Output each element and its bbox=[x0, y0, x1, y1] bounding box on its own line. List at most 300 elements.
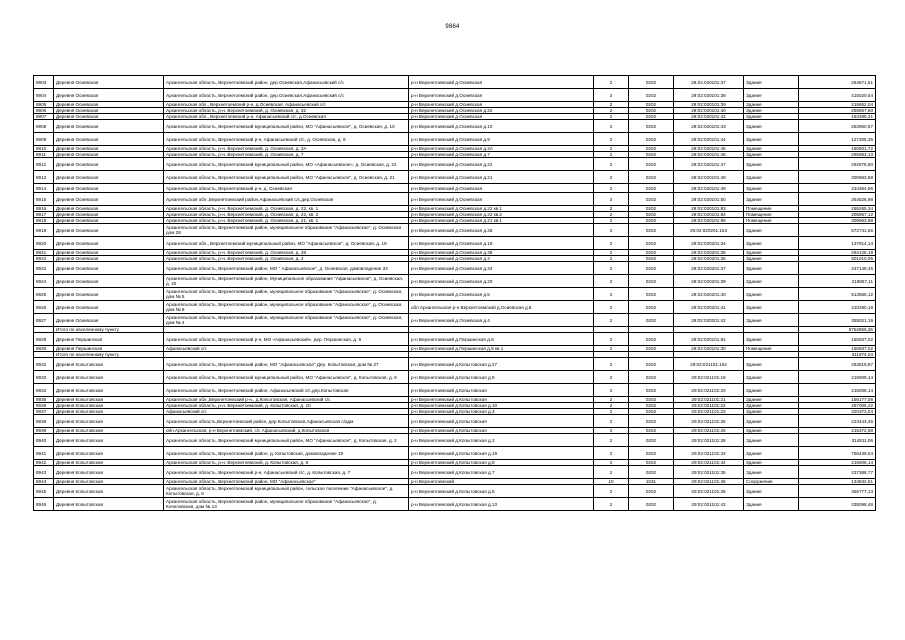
cell-location: р-н Верхнетоемский д.Осиевская д.22 кв.1 bbox=[409, 206, 594, 212]
cell-cadastral: 29:02:020101:49 bbox=[674, 184, 744, 193]
cell-code: 0202 bbox=[629, 171, 674, 184]
cell-address: Архангельская область, р-н. Верхнетоемский, д. Осиевская, д. 21, кв. 1 bbox=[164, 218, 409, 224]
cell-location: р-н Верхнетоемский д.Осиевская д.22 кв.2 bbox=[409, 212, 594, 218]
table-row bbox=[34, 358, 876, 371]
cell-type: Здание bbox=[744, 256, 799, 262]
cell-cadastral: 29:02:020101:81 bbox=[674, 333, 744, 346]
cell-object: Деревня Копытовская bbox=[54, 428, 164, 434]
cell-type: Здание bbox=[744, 460, 799, 466]
cell-address: Архангельская область, Верхнетоемский район, муниципальное образование "Афанасьевское", д. Осиевская, дом № 5 bbox=[164, 288, 409, 301]
cell-object: Деревня Осиевская bbox=[54, 120, 164, 133]
cell-quantity: 2 bbox=[594, 409, 629, 415]
cell-object: Деревня Копытовская bbox=[54, 479, 164, 485]
cell-cadastral: 29:02:020101:46 bbox=[674, 152, 744, 158]
table-row bbox=[34, 89, 876, 102]
cell-address: Архангельская область, Верхнетоемский район, муниципальное образование "Афанасьевское", д. Осиевская, дом № 4 bbox=[164, 314, 409, 327]
cell-cadastral: 29:02:020201:41 bbox=[674, 301, 744, 314]
cell-location: р-н Верхнетоемский д.Осиевская д.7 bbox=[409, 152, 594, 158]
cell-object: Деревня Копытовская bbox=[54, 485, 164, 498]
cell-quantity: 2 bbox=[594, 158, 629, 171]
cell-cadastral: 29:02:020101:84 bbox=[674, 212, 744, 218]
cell-number: 8922 bbox=[34, 256, 54, 262]
cell-quantity: 2 bbox=[594, 358, 629, 371]
cell-quantity: 2 bbox=[594, 333, 629, 346]
cell-code: 0202 bbox=[629, 158, 674, 171]
cell-object: Деревня Копытовская bbox=[54, 498, 164, 511]
cell-number: 8935 bbox=[34, 397, 54, 403]
cell-type: Здание bbox=[744, 301, 799, 314]
cell-code: 0202 bbox=[629, 206, 674, 212]
cell-cadastral: 29:02:020101:83 bbox=[674, 206, 744, 212]
cell-quantity: 2 bbox=[594, 102, 629, 108]
cell-value: 156177,08 bbox=[799, 397, 876, 403]
cell-object: Деревня Осиевская bbox=[54, 218, 164, 224]
cell-type: Здание bbox=[744, 415, 799, 428]
cell-address: Архангельская область, Верхнетоемский муниципальный район, МО "Афанасьевское", д. Осиевская, д. 21 bbox=[164, 171, 409, 184]
cell-object: Деревня Копытовская bbox=[54, 358, 164, 371]
cell-type: Здание bbox=[744, 403, 799, 409]
cell-quantity: 2 bbox=[594, 184, 629, 193]
cell-quantity: 2 bbox=[594, 371, 629, 384]
cell-value: 8752856,36 bbox=[799, 327, 876, 333]
cell-address: Архангельская область, Верхнетоемский район, Муниципальное образование "Афанасьевское", д. Осиевская, д. 20 bbox=[164, 275, 409, 288]
cell-number: 8913 bbox=[34, 171, 54, 184]
cell-number: 8938 bbox=[34, 415, 54, 428]
cell-number: 8911 bbox=[34, 152, 54, 158]
cell-location: р-н Верхнетоемский д.Осиевская д.20 bbox=[409, 275, 594, 288]
cell-quantity: 2 bbox=[594, 466, 629, 479]
cell-type: Здание bbox=[744, 434, 799, 447]
cell-type: Здание bbox=[744, 171, 799, 184]
cell-code: 0202 bbox=[629, 133, 674, 146]
cell-quantity: 2 bbox=[594, 275, 629, 288]
cell-cadastral: 29:02:020101:40 bbox=[674, 108, 744, 114]
cell-location: р-н Верхнетоемский д.Осиевская д.32 bbox=[409, 108, 594, 114]
cell-location: р-н Верхнетоемский д.Копытовская д.27 bbox=[409, 358, 594, 371]
registry-table-body bbox=[34, 76, 876, 511]
cell-value: 513566,12 bbox=[799, 288, 876, 301]
table-row bbox=[34, 485, 876, 498]
table-row bbox=[34, 262, 876, 275]
cell-number: 8936 bbox=[34, 403, 54, 409]
cell-value: 183388,21 bbox=[799, 114, 876, 120]
cell-value: 259657,60 bbox=[799, 108, 876, 114]
cell-number: 8940 bbox=[34, 434, 54, 447]
cell-object: Деревня Копытовская bbox=[54, 397, 164, 403]
cell-quantity: 2 bbox=[594, 434, 629, 447]
cell-code: 0202 bbox=[629, 415, 674, 428]
cell-type: Здание bbox=[744, 193, 799, 206]
cell-type: Здание bbox=[744, 275, 799, 288]
cell-object: Деревня Осиевская bbox=[54, 212, 164, 218]
cell-value: 215909,14 bbox=[799, 371, 876, 384]
cell-cadastral: 29:02:021101:28 bbox=[674, 434, 744, 447]
cell-cadastral: 29:02:021101:33 bbox=[674, 447, 744, 460]
cell-quantity: 2 bbox=[594, 218, 629, 224]
cell-location: р-н Верхнетоемский д.Копытовская bbox=[409, 415, 594, 428]
cell-number: 8930 bbox=[34, 346, 54, 352]
cell-location: р-н Верхнетоемский д.Осиевская bbox=[409, 89, 594, 102]
cell-quantity: 2 bbox=[594, 314, 629, 327]
cell-type: Здание bbox=[744, 146, 799, 152]
cell-object: Деревня Осиевская bbox=[54, 171, 164, 184]
cell-address: Архангельская область, Верхнетоемский район, МО " Афанасьевское", д. Осиевская, домовладение 34 bbox=[164, 262, 409, 275]
cell-code: 0202 bbox=[629, 301, 674, 314]
cell-quantity: 2 bbox=[594, 346, 629, 352]
cell-cadastral: 29:02:020101:30 bbox=[674, 346, 744, 352]
cell-location: р-н Верхнетоемский д.Осиевская д.5 bbox=[409, 288, 594, 301]
cell-type: Здание bbox=[744, 250, 799, 256]
cell-type: Здание bbox=[744, 89, 799, 102]
cell-code: 0202 bbox=[629, 397, 674, 403]
cell-number: 8925 bbox=[34, 288, 54, 301]
cell-number: 8927 bbox=[34, 314, 54, 327]
cell-value: 283819,87 bbox=[799, 358, 876, 371]
cell-location: р-н Верхнетоемский д.Копытовская д.6 bbox=[409, 485, 594, 498]
cell-address: Архангельская область, р-н. Верхнетоемский, д. Осиевская, д. 7 bbox=[164, 152, 409, 158]
cell-code: 0202 bbox=[629, 193, 674, 206]
cell-object: Деревня Копытовская bbox=[54, 384, 164, 397]
cell-number: 8916 bbox=[34, 206, 54, 212]
cell-value: 234364,86 bbox=[799, 184, 876, 193]
cell-value: 355777,13 bbox=[799, 485, 876, 498]
cell-object: Деревня Осиевская bbox=[54, 158, 164, 171]
cell-type: Здание bbox=[744, 384, 799, 397]
cell-type: Помещение bbox=[744, 218, 799, 224]
cell-type: Здание bbox=[744, 466, 799, 479]
cell-location: р-н Верхнетоемский д.Осиевская д.19 bbox=[409, 237, 594, 250]
cell-object: Деревня Осиевская bbox=[54, 184, 164, 193]
cell-number: 8918 bbox=[34, 218, 54, 224]
cell-quantity: 2 bbox=[594, 498, 629, 511]
cell-code: 0202 bbox=[629, 485, 674, 498]
cell-code: 0202 bbox=[629, 152, 674, 158]
cell-type: Здание bbox=[744, 358, 799, 371]
cell-object: Деревня Осиевская bbox=[54, 133, 164, 146]
cell-address: Архангельская обл.,Верхнетоемский район,Афанасьевский с/с,дер.Осиевская bbox=[164, 193, 409, 206]
cell-cadastral: 29:02:020101:48 bbox=[674, 171, 744, 184]
cell-quantity: 2 bbox=[594, 428, 629, 434]
cell-location: р-н Верхнетоемский д.Копытовская д.2 bbox=[409, 434, 594, 447]
cell-value: 415020,54 bbox=[799, 89, 876, 102]
cell-cadastral: 29:02:021101:21 bbox=[674, 397, 744, 403]
cell-type: Помещение bbox=[744, 206, 799, 212]
cell-value: 756439,04 bbox=[799, 447, 876, 460]
cell-cadastral: 29:02:021101:35 bbox=[674, 466, 744, 479]
cell-quantity: 2 bbox=[594, 152, 629, 158]
table-row bbox=[34, 193, 876, 206]
cell-quantity: 2 bbox=[594, 447, 629, 460]
cell-location: р-н Верхнетоемский д.Копытовская bbox=[409, 397, 594, 403]
cell-location: р-н Верхнетоемский д.Першинская д.9 bbox=[409, 333, 594, 346]
cell-quantity: 2 bbox=[594, 250, 629, 256]
cell-object: Деревня Осиевская bbox=[54, 146, 164, 152]
cell-object: Деревня Осиевская bbox=[54, 275, 164, 288]
cell-number: 8946 bbox=[34, 498, 54, 511]
cell-location: р-н Верхнетоемский д.Осиевская д.10 bbox=[409, 120, 594, 133]
cell-quantity: 2 bbox=[594, 288, 629, 301]
cell-number: 8942 bbox=[34, 460, 54, 466]
cell-cadastral: 29:02:021101:34 bbox=[674, 460, 744, 466]
cell-type: Здание bbox=[744, 114, 799, 120]
table-row bbox=[34, 371, 876, 384]
cell-value: 294128,18 bbox=[799, 250, 876, 256]
cell-cadastral: 29:02:020201:153 bbox=[674, 224, 744, 237]
cell-quantity: 2 bbox=[594, 146, 629, 152]
cell-quantity: 2 bbox=[594, 171, 629, 184]
cell-code: 0202 bbox=[629, 146, 674, 152]
cell-cadastral: 29:02:020101:47 bbox=[674, 158, 744, 171]
cell-address: Архангельская область, Верхнетоемский район, муниципальное образование "Афанасьевское", д. Кочиловская, дом № 13 bbox=[164, 498, 409, 511]
cell-object: Деревня Першинская bbox=[54, 333, 164, 346]
cell-value: 215006,14 bbox=[799, 384, 876, 397]
cell-address: Архангельская область, Верхнетоемский район, Афанасьевский с/с,дер.Копытовская bbox=[164, 384, 409, 397]
cell-code: 0202 bbox=[629, 358, 674, 371]
cell-address: Архангельская область, Верхнетоемский муниципальный район, МО "Афанасьевское", д. Осиевская, д. 10 bbox=[164, 120, 409, 133]
cell-quantity: 2 bbox=[594, 397, 629, 403]
cell-number: 8944 bbox=[34, 479, 54, 485]
cell-number: 8921 bbox=[34, 250, 54, 256]
cell-quantity: 2 bbox=[594, 262, 629, 275]
cell-cadastral: 29:02:020201:39 bbox=[674, 275, 744, 288]
cell-value: 310290,18 bbox=[799, 301, 876, 314]
cell-location: р-н Верхнетоемский д.Копытовская д.3 bbox=[409, 409, 594, 415]
cell-cadastral: 29:02:020201:35 bbox=[674, 250, 744, 256]
cell-quantity: 2 bbox=[594, 415, 629, 428]
cell-number: 8919 bbox=[34, 224, 54, 237]
cell-value: 264671,51 bbox=[799, 76, 876, 89]
cell-location: обл.Архангельская р-н Верхнетоемский д.Осиевская д.8 bbox=[409, 301, 594, 314]
cell-cadastral: 29:02:021101:26 bbox=[674, 428, 744, 434]
cell-object: Деревня Осиевская bbox=[54, 301, 164, 314]
table-row bbox=[34, 288, 876, 301]
cell-code: 0202 bbox=[629, 288, 674, 301]
cell-code: 0202 bbox=[629, 262, 674, 275]
cell-code: 0202 bbox=[629, 250, 674, 256]
cell-cadastral: 29:02:021101:23 bbox=[674, 409, 744, 415]
table-row bbox=[34, 434, 876, 447]
cell-quantity: 2 bbox=[594, 384, 629, 397]
cell-object: Деревня Осиевская bbox=[54, 108, 164, 114]
cell-object: Деревня Осиевская bbox=[54, 102, 164, 108]
table-row bbox=[34, 133, 876, 146]
cell-type: Сооружение bbox=[744, 479, 799, 485]
cell-address: Архангельская область, Верхнетоемский район, МО "Афанасьевское" Дер. Копытовская, дом № 27 bbox=[164, 358, 409, 371]
cell-location: р-н Верхнетоемский д.Осиевская д.4 bbox=[409, 314, 594, 327]
cell-code: 0202 bbox=[629, 224, 674, 237]
cell-quantity: 2 bbox=[594, 206, 629, 212]
cell-location: р-н Верхнетоемский д.Копытовская bbox=[409, 384, 594, 397]
cell-address: Архангельская область, Верхнетоемский район, муниципальное образование "Афанасьевское", д. Осиевская дом 28 bbox=[164, 224, 409, 237]
table-row bbox=[34, 171, 876, 184]
cell-object: Деревня Осиевская bbox=[54, 89, 164, 102]
cell-quantity: 10 bbox=[594, 479, 629, 485]
cell-location: р-н Верхнетоемский д.Осиевская bbox=[409, 184, 594, 193]
table-row bbox=[34, 76, 876, 89]
cell-type: Здание bbox=[744, 102, 799, 108]
cell-object: Деревня Копытовская bbox=[54, 371, 164, 384]
table-row bbox=[34, 447, 876, 460]
cell-address: Архангельская область, Верхнетоемский район, дер.Осиевская,Афанасьевский с/с bbox=[164, 76, 409, 89]
cell-location: р-н Верхнетоемский д.Копытовская д.9 bbox=[409, 371, 594, 384]
cell-code: 0202 bbox=[629, 434, 674, 447]
cell-number: 8912 bbox=[34, 158, 54, 171]
cell-code: 0202 bbox=[629, 498, 674, 511]
cell-cadastral: 29:02:020201:40 bbox=[674, 288, 744, 301]
cell-cadastral: 29:02:020201:42 bbox=[674, 314, 744, 327]
cell-type: Здание bbox=[744, 108, 799, 114]
cell-object: Итого по населенному пункту bbox=[54, 327, 164, 333]
cell-address: Архангельская область, р-н. Верхнетоемский, д. Копытовская, д. 10 bbox=[164, 403, 409, 409]
cell-type: Здание bbox=[744, 76, 799, 89]
cell-type: Помещение bbox=[744, 346, 799, 352]
cell-location: р-н Верхнетоемский д.Копытовская д.8 bbox=[409, 460, 594, 466]
cell-value: 309963,88 bbox=[799, 218, 876, 224]
cell-cadastral: 29.02.020101:37 bbox=[674, 76, 744, 89]
cell-address: Архангельская область, р-н. Верхнетоемский, д. Осиевская, д. 3А bbox=[164, 146, 409, 152]
cell-code: 0202 bbox=[629, 114, 674, 120]
cell-cadastral: 29:02:020201:34 bbox=[674, 237, 744, 250]
cell-number: 8905 bbox=[34, 102, 54, 108]
cell-value: 155937,02 bbox=[799, 346, 876, 352]
cell-quantity: 2 bbox=[594, 301, 629, 314]
cell-code: 0202 bbox=[629, 212, 674, 218]
cell-value: 572741,56 bbox=[799, 224, 876, 237]
cell-object: Деревня Копытовская bbox=[54, 466, 164, 479]
cell-type: Здание bbox=[744, 237, 799, 250]
cell-number: 8906 bbox=[34, 108, 54, 114]
cell-code: 0202 bbox=[629, 256, 674, 262]
cell-number: 8909 bbox=[34, 133, 54, 146]
cell-type: Здание bbox=[744, 133, 799, 146]
cell-address: Архангельская обл., Верхнетоемский р-н, д.Осиевская, Афанасьевский с/с bbox=[164, 102, 409, 108]
table-row bbox=[34, 301, 876, 314]
cell-address: Архангельская область, Верхнетоемский р-н, Афанасьевский с/с, д. Осиевская, д. 9 bbox=[164, 133, 409, 146]
cell-number: 8914 bbox=[34, 184, 54, 193]
cell-location: р-н Верхнетоемский д.Осиевская д.3А bbox=[409, 146, 594, 152]
cell-cadastral: 29:02:021101:39 bbox=[674, 485, 744, 498]
cell-number: 8923 bbox=[34, 262, 54, 275]
cell-code: 0202 bbox=[629, 120, 674, 133]
cell-quantity: 2 bbox=[594, 224, 629, 237]
cell-value: 218857,11 bbox=[799, 275, 876, 288]
cell-location: р-н Верхнетоемский д.Осиевская bbox=[409, 76, 594, 89]
cell-address: Архангельская область, р-н. Верхнетоемский, д. Осиевская, д. 22, кв. 2 bbox=[164, 212, 409, 218]
cell-value: 180601,72 bbox=[799, 146, 876, 152]
cell-address: Архангельская область, Верхнетоемский район, д. Копытовская, домовладение 19 bbox=[164, 447, 409, 460]
cell-number: 8941 bbox=[34, 447, 54, 460]
cell-code: 0202 bbox=[629, 447, 674, 460]
cell-cadastral: 29:02:021101:20 bbox=[674, 384, 744, 397]
cell-object: Деревня Копытовская bbox=[54, 434, 164, 447]
table-row bbox=[34, 184, 876, 193]
cell-value: 355021,19 bbox=[799, 314, 876, 327]
cell-object: Деревня Осиевская bbox=[54, 288, 164, 301]
cell-code: 0202 bbox=[629, 184, 674, 193]
cell-quantity: 2 bbox=[594, 76, 629, 89]
cell-code: 0202 bbox=[629, 314, 674, 327]
table-row bbox=[34, 498, 876, 511]
cell-code: 0202 bbox=[629, 89, 674, 102]
cell-location: р-н Верхнетоемский д.Осиевская bbox=[409, 114, 594, 120]
cell-type: Здание bbox=[744, 485, 799, 498]
cell-type: Здание bbox=[744, 120, 799, 133]
cell-value: 292878,80 bbox=[799, 158, 876, 171]
cell-value: 264526,98 bbox=[799, 193, 876, 206]
cell-address: Архангельская область, Верхнетоемский муниципальный район, МО "Афанасьевское", д. Копытовская, д. 2 bbox=[164, 434, 409, 447]
cell-address: Архангельская область, р-н. Верхнетоемский, д. Копытовская, д. 8 bbox=[164, 460, 409, 466]
cell-cadastral: 29:02:021101:19 bbox=[674, 371, 744, 384]
cell-quantity: 2 bbox=[594, 120, 629, 133]
cell-address: Архангельская область, р-н. Верхнетоемский, д. Осиевская, д. 38 bbox=[164, 250, 409, 256]
cell-code: 0202 bbox=[629, 346, 674, 352]
cell-code: 0202 bbox=[629, 102, 674, 108]
cell-cadastral: 29:02:020101:50 bbox=[674, 193, 744, 206]
cell-location: р-н Верхнетоемский д.Копытовская д.7 bbox=[409, 466, 594, 479]
cell-address: Архангельская область, Верхнетоемский муниципальный район, МО «Афанасьевское», д. Осиевская, д. 22 bbox=[164, 158, 409, 171]
table-row bbox=[34, 237, 876, 250]
cell-cadastral: 29:02:020201:36 bbox=[674, 256, 744, 262]
cell-cadastral: 29:02:020101:39 bbox=[674, 102, 744, 108]
cell-value: 267005,22 bbox=[799, 403, 876, 409]
cell-type: Здание bbox=[744, 262, 799, 275]
cell-address: Архангельская область,Верхнетоемский район, дер.Копытовская,Афанасьевская с/адм bbox=[164, 415, 409, 428]
table-row bbox=[34, 224, 876, 237]
cell-value: 223443,45 bbox=[799, 415, 876, 428]
cell-quantity: 2 bbox=[594, 133, 629, 146]
table-row bbox=[34, 314, 876, 327]
cell-location: р-н Верхнетоемский д.Осиевская bbox=[409, 102, 594, 108]
cell-location: р-н Верхнетоемский д.Копытовская д.13 bbox=[409, 498, 594, 511]
cell-cadastral: 29:02:020101:43 bbox=[674, 120, 744, 133]
table-row bbox=[34, 384, 876, 397]
cell-code: 0202 bbox=[629, 460, 674, 466]
cell-address: Архангельская область, Верхнетоемский р-н, д. Осиевская bbox=[164, 184, 409, 193]
cell-number: 8910 bbox=[34, 146, 54, 152]
cell-code: 0202 bbox=[629, 108, 674, 114]
cell-address: Архангельская область, Верхнетоемский муниципальный район, МО "Афанасьевское", д. Копытовская, д. 9 bbox=[164, 371, 409, 384]
cell-address: Афанасьевский с/с bbox=[164, 346, 409, 352]
cell-code: 1031 bbox=[629, 479, 674, 485]
cell-value: 311874,04 bbox=[799, 352, 876, 358]
cell-code: 0202 bbox=[629, 218, 674, 224]
cell-value: 218652,04 bbox=[799, 102, 876, 108]
cell-number: 8937 bbox=[34, 409, 54, 415]
cell-code: 0202 bbox=[629, 466, 674, 479]
cell-address: Афанасьевский с/с bbox=[164, 409, 409, 415]
cell-cadastral: 29:02:020101:42 bbox=[674, 114, 744, 120]
cell-object: Деревня Осиевская bbox=[54, 256, 164, 262]
cell-object: Деревня Осиевская bbox=[54, 237, 164, 250]
cell-object: Итого по населенному пункту bbox=[54, 352, 164, 358]
cell-location: р-н Верхнетоемский д.Копытовская д.10 bbox=[409, 403, 594, 409]
table-row bbox=[34, 415, 876, 428]
cell-address: Архангельская область, Верхнетоемский район, МО "Афанасьевское" bbox=[164, 479, 409, 485]
cell-code: 0202 bbox=[629, 428, 674, 434]
cell-location: р-н Верхнетоемский д.Копытовская д.19 bbox=[409, 447, 594, 460]
cell-number: 8939 bbox=[34, 428, 54, 434]
cell-object: Деревня Копытовская bbox=[54, 415, 164, 428]
cell-type: Здание bbox=[744, 288, 799, 301]
cell-object: Деревня Копытовская bbox=[54, 447, 164, 460]
cell-quantity: 2 bbox=[594, 485, 629, 498]
registry-table bbox=[33, 75, 876, 511]
cell-number: 8924 bbox=[34, 275, 54, 288]
cell-value: 314811,06 bbox=[799, 434, 876, 447]
cell-type: Здание bbox=[744, 224, 799, 237]
cell-location: р-н Верхнетоемский д.Осиевская д.9 bbox=[409, 133, 594, 146]
cell-code: 0202 bbox=[629, 333, 674, 346]
